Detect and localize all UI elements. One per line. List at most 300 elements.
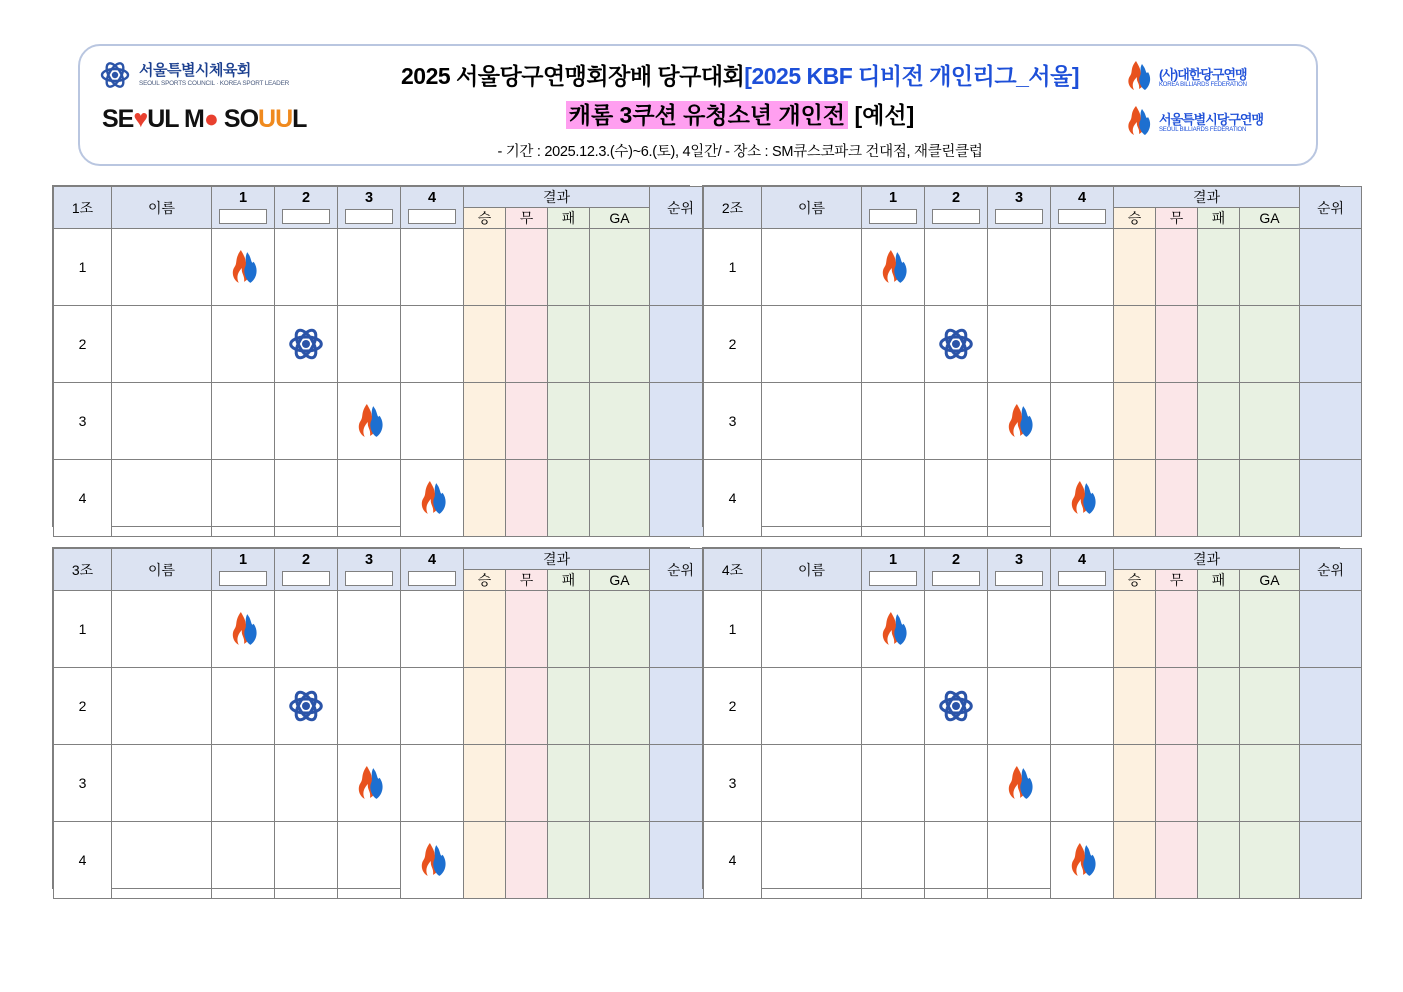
- player-seed-number: 3: [704, 745, 762, 822]
- score-blank-box[interactable]: [1058, 209, 1106, 224]
- column-header-name: 이름: [112, 187, 212, 229]
- win-cell[interactable]: [464, 668, 506, 745]
- match-score-cell[interactable]: [988, 591, 1051, 668]
- win-cell[interactable]: [1114, 822, 1156, 899]
- score-blank-box[interactable]: [408, 571, 456, 586]
- match-score-cell[interactable]: [275, 745, 338, 822]
- match-score-cell[interactable]: [988, 306, 1051, 383]
- lose-cell[interactable]: [548, 306, 590, 383]
- score-blank-box[interactable]: [345, 209, 393, 224]
- match-score-cell[interactable]: [925, 460, 988, 537]
- match-score-cell[interactable]: [925, 383, 988, 460]
- column-header-result: 결과: [1114, 187, 1300, 208]
- column-header-result: 결과: [464, 187, 650, 208]
- player-name-cell[interactable]: [762, 745, 862, 822]
- column-header-opponent-1: 1: [212, 187, 275, 229]
- table-row: [704, 745, 1362, 822]
- match-score-cell[interactable]: [401, 591, 464, 668]
- win-cell[interactable]: [1114, 591, 1156, 668]
- table-row: [54, 668, 712, 745]
- column-header-name: 이름: [762, 549, 862, 591]
- lose-cell[interactable]: [548, 460, 590, 537]
- draw-cell[interactable]: [1156, 460, 1198, 537]
- header-row-primary: [704, 187, 1362, 208]
- match-score-cell[interactable]: [862, 822, 925, 899]
- header-row-primary: [704, 549, 1362, 570]
- match-score-cell[interactable]: [1051, 745, 1114, 822]
- player-name-cell[interactable]: [112, 229, 212, 306]
- match-score-cell[interactable]: [988, 668, 1051, 745]
- win-cell[interactable]: [464, 745, 506, 822]
- match-score-cell[interactable]: [401, 229, 464, 306]
- column-header-ga: GA: [590, 208, 650, 229]
- ga-cell[interactable]: [590, 745, 650, 822]
- ga-cell[interactable]: [590, 668, 650, 745]
- score-blank-box[interactable]: [1058, 571, 1106, 586]
- win-cell[interactable]: [1114, 229, 1156, 306]
- group-label: 2조: [704, 187, 762, 229]
- column-header-opponent-3: 3: [988, 549, 1051, 591]
- score-blank-box[interactable]: [932, 571, 980, 586]
- match-score-cell[interactable]: [925, 229, 988, 306]
- event-category-highlight: 캐롬 3쿠션 유청소년 개인전: [566, 101, 848, 129]
- lose-cell[interactable]: [548, 229, 590, 306]
- lose-cell[interactable]: [1198, 668, 1240, 745]
- lose-cell[interactable]: [1198, 306, 1240, 383]
- flame-icon: [212, 229, 274, 305]
- diagonal-self-cell: [212, 229, 275, 306]
- player-name-cell[interactable]: [762, 383, 862, 460]
- ga-cell[interactable]: [1240, 745, 1300, 822]
- player-seed-number: 3: [54, 745, 112, 822]
- diagonal-self-cell: [401, 460, 464, 537]
- group-grid: [703, 548, 1362, 899]
- match-score-cell[interactable]: [275, 229, 338, 306]
- match-score-cell[interactable]: [925, 822, 988, 899]
- seoul-my-soul-logo: [102, 105, 328, 134]
- rank-cell[interactable]: [1300, 668, 1362, 745]
- rank-cell[interactable]: [1300, 383, 1362, 460]
- group-label: 4조: [704, 549, 762, 591]
- player-seed-number: 4: [54, 460, 112, 537]
- match-score-cell[interactable]: [862, 745, 925, 822]
- player-name-cell[interactable]: [762, 591, 862, 668]
- column-header-opponent-3: 3: [338, 187, 401, 229]
- match-score-cell[interactable]: [1051, 591, 1114, 668]
- match-score-cell[interactable]: [338, 229, 401, 306]
- flame-icon: [212, 591, 274, 667]
- atom-icon: [275, 668, 337, 744]
- rank-cell[interactable]: [1300, 822, 1362, 899]
- sports-council-name-en: SEOUL SPORTS COUNCIL · KOREA SPORT LEADER: [139, 80, 290, 88]
- player-seed-number: 3: [704, 383, 762, 460]
- column-header-opponent-4: 4: [1051, 187, 1114, 229]
- lose-cell[interactable]: [548, 668, 590, 745]
- column-header-opponent-4: 4: [401, 549, 464, 591]
- match-score-cell[interactable]: [275, 383, 338, 460]
- match-score-cell[interactable]: [862, 460, 925, 537]
- column-header-result: 결과: [1114, 549, 1300, 570]
- win-cell[interactable]: [464, 383, 506, 460]
- table-row: [54, 591, 712, 668]
- win-cell[interactable]: [1114, 306, 1156, 383]
- column-header-draw: 무: [506, 570, 548, 591]
- atom-icon: [275, 306, 337, 382]
- match-score-cell[interactable]: [275, 822, 338, 899]
- player-seed-number: 4: [704, 460, 762, 537]
- ga-cell[interactable]: [590, 822, 650, 899]
- table-row: [704, 591, 1362, 668]
- flame-icon: [338, 745, 400, 821]
- ga-cell[interactable]: [1240, 460, 1300, 537]
- column-header-opponent-2: 2: [275, 549, 338, 591]
- ga-cell[interactable]: [1240, 822, 1300, 899]
- player-seed-number: 2: [54, 668, 112, 745]
- match-score-cell[interactable]: [212, 306, 275, 383]
- sponsor-logos-left: [98, 58, 328, 158]
- match-score-cell[interactable]: [401, 745, 464, 822]
- match-score-cell[interactable]: [988, 822, 1051, 899]
- column-header-opponent-4: 4: [1051, 549, 1114, 591]
- diagonal-self-cell: [988, 745, 1051, 822]
- match-score-cell[interactable]: [338, 591, 401, 668]
- column-header-rank: 순위: [650, 549, 712, 591]
- lose-cell[interactable]: [1198, 591, 1240, 668]
- match-score-cell[interactable]: [1051, 229, 1114, 306]
- federation-seoul-name-kr: 서울특별시당구연맹: [1159, 111, 1264, 127]
- table-row: [704, 229, 1362, 306]
- federation-logo-korea: [1122, 60, 1302, 97]
- draw-cell[interactable]: [506, 306, 548, 383]
- table-row: [54, 229, 712, 306]
- federation-logos-right: [1122, 60, 1302, 150]
- lose-cell[interactable]: [1198, 229, 1240, 306]
- diagonal-self-cell: [1051, 822, 1114, 899]
- score-blank-box[interactable]: [869, 571, 917, 586]
- player-name-cell[interactable]: [112, 460, 212, 537]
- lose-cell[interactable]: [1198, 745, 1240, 822]
- match-score-cell[interactable]: [1051, 668, 1114, 745]
- table-row: [704, 306, 1362, 383]
- draw-cell[interactable]: [506, 745, 548, 822]
- column-header-rank: 순위: [650, 187, 712, 229]
- column-header-win: 승: [464, 570, 506, 591]
- column-header-name: 이름: [112, 549, 212, 591]
- player-name-cell[interactable]: [762, 460, 862, 537]
- player-seed-number: 2: [704, 306, 762, 383]
- draw-cell[interactable]: [506, 591, 548, 668]
- player-seed-number: 4: [54, 822, 112, 899]
- flame-icon: [1122, 60, 1152, 97]
- match-score-cell[interactable]: [401, 383, 464, 460]
- draw-cell[interactable]: [1156, 383, 1198, 460]
- lose-cell[interactable]: [1198, 460, 1240, 537]
- federation-seoul-name-en: SEOUL BILLIARDS FEDERATION: [1159, 127, 1247, 134]
- match-score-cell[interactable]: [212, 383, 275, 460]
- table-row: [54, 460, 712, 537]
- group-grid: [53, 186, 712, 537]
- ga-cell[interactable]: [590, 229, 650, 306]
- match-score-cell[interactable]: [988, 229, 1051, 306]
- player-name-cell[interactable]: [112, 383, 212, 460]
- flame-icon: [401, 460, 463, 536]
- event-title-division: [2025 KBF 디비전 개인리그_서울]: [744, 63, 1079, 89]
- ga-cell[interactable]: [1240, 668, 1300, 745]
- ga-cell[interactable]: [1240, 229, 1300, 306]
- draw-cell[interactable]: [1156, 668, 1198, 745]
- draw-cell[interactable]: [1156, 822, 1198, 899]
- match-score-cell[interactable]: [212, 668, 275, 745]
- match-score-cell[interactable]: [338, 306, 401, 383]
- score-blank-box[interactable]: [282, 209, 330, 224]
- match-score-cell[interactable]: [212, 460, 275, 537]
- table-row: [704, 383, 1362, 460]
- column-header-win: 승: [1114, 570, 1156, 591]
- diagonal-self-cell: [862, 591, 925, 668]
- flame-icon: [1051, 460, 1113, 536]
- draw-cell[interactable]: [1156, 745, 1198, 822]
- flame-icon: [988, 745, 1050, 821]
- player-name-cell[interactable]: [762, 229, 862, 306]
- match-score-cell[interactable]: [212, 822, 275, 899]
- draw-cell[interactable]: [1156, 229, 1198, 306]
- player-seed-number: 1: [54, 591, 112, 668]
- match-score-cell[interactable]: [401, 668, 464, 745]
- ga-cell[interactable]: [590, 460, 650, 537]
- column-header-name: 이름: [762, 187, 862, 229]
- draw-cell[interactable]: [506, 668, 548, 745]
- score-blank-box[interactable]: [995, 209, 1043, 224]
- column-header-win: 승: [464, 208, 506, 229]
- win-cell[interactable]: [464, 822, 506, 899]
- column-header-opponent-3: 3: [338, 549, 401, 591]
- lose-cell[interactable]: [548, 745, 590, 822]
- draw-cell[interactable]: [1156, 306, 1198, 383]
- federation-korea-name-kr: (사)대한당구연맹: [1159, 66, 1247, 82]
- table-row: [54, 745, 712, 822]
- table-row: [54, 383, 712, 460]
- atom-flower-icon: [98, 58, 132, 92]
- column-header-ga: GA: [1240, 208, 1300, 229]
- player-name-cell[interactable]: [762, 306, 862, 383]
- header-row-primary: [54, 187, 712, 208]
- player-seed-number: 1: [704, 229, 762, 306]
- event-title-block: [320, 58, 1160, 161]
- match-score-cell[interactable]: [862, 383, 925, 460]
- match-score-cell[interactable]: [925, 591, 988, 668]
- score-blank-box[interactable]: [219, 571, 267, 586]
- ga-cell[interactable]: [1240, 306, 1300, 383]
- group-label: 1조: [54, 187, 112, 229]
- table-row: [54, 822, 712, 899]
- heart-icon: ♥: [133, 105, 148, 133]
- match-score-cell[interactable]: [1051, 383, 1114, 460]
- win-cell[interactable]: [1114, 668, 1156, 745]
- player-name-cell[interactable]: [112, 591, 212, 668]
- score-blank-box[interactable]: [219, 209, 267, 224]
- match-score-cell[interactable]: [275, 460, 338, 537]
- match-score-cell[interactable]: [988, 460, 1051, 537]
- header-row-primary: [54, 549, 712, 570]
- group-table-4: [702, 547, 1345, 889]
- flame-icon: [862, 229, 924, 305]
- rank-cell[interactable]: [1300, 591, 1362, 668]
- match-score-cell[interactable]: [275, 591, 338, 668]
- table-row: [704, 822, 1362, 899]
- column-header-ga: GA: [1240, 570, 1300, 591]
- group-grid: [703, 186, 1362, 537]
- column-header-opponent-2: 2: [925, 187, 988, 229]
- ga-cell[interactable]: [1240, 591, 1300, 668]
- flame-icon: [1051, 822, 1113, 898]
- column-header-rank: 순위: [1300, 549, 1362, 591]
- win-cell[interactable]: [1114, 745, 1156, 822]
- player-seed-number: 3: [54, 383, 112, 460]
- column-header-opponent-1: 1: [862, 187, 925, 229]
- atom-icon: [925, 668, 987, 744]
- match-score-cell[interactable]: [401, 306, 464, 383]
- seoul-brand-part3: SO: [217, 105, 259, 133]
- score-blank-box[interactable]: [408, 209, 456, 224]
- column-header-opponent-2: 2: [925, 549, 988, 591]
- win-cell[interactable]: [464, 591, 506, 668]
- player-seed-number: 2: [54, 306, 112, 383]
- player-seed-number: 1: [704, 591, 762, 668]
- player-seed-number: 4: [704, 822, 762, 899]
- match-score-cell[interactable]: [338, 460, 401, 537]
- lose-cell[interactable]: [548, 591, 590, 668]
- column-header-rank: 순위: [1300, 187, 1362, 229]
- player-seed-number: 1: [54, 229, 112, 306]
- lose-cell[interactable]: [548, 822, 590, 899]
- atom-icon: [925, 306, 987, 382]
- match-score-cell[interactable]: [925, 745, 988, 822]
- ga-cell[interactable]: [590, 591, 650, 668]
- seoul-brand-uu: UU: [258, 105, 293, 133]
- diagonal-self-cell: [988, 383, 1051, 460]
- column-header-lose: 패: [1198, 570, 1240, 591]
- diagonal-self-cell: [862, 229, 925, 306]
- draw-cell[interactable]: [1156, 591, 1198, 668]
- diagonal-self-cell: [338, 383, 401, 460]
- event-stage: [예선]: [854, 102, 915, 128]
- lose-cell[interactable]: [1198, 822, 1240, 899]
- seoul-brand-part1: SE: [102, 105, 134, 133]
- score-blank-box[interactable]: [995, 571, 1043, 586]
- diagonal-self-cell: [1051, 460, 1114, 537]
- player-name-cell[interactable]: [112, 745, 212, 822]
- column-header-draw: 무: [506, 208, 548, 229]
- draw-cell[interactable]: [506, 822, 548, 899]
- rank-cell[interactable]: [1300, 745, 1362, 822]
- column-header-opponent-2: 2: [275, 187, 338, 229]
- column-header-opponent-1: 1: [862, 549, 925, 591]
- column-header-ga: GA: [590, 570, 650, 591]
- player-name-cell[interactable]: [762, 822, 862, 899]
- score-blank-box[interactable]: [345, 571, 393, 586]
- diagonal-self-cell: [925, 306, 988, 383]
- table-row: [704, 460, 1362, 537]
- group-grid: [53, 548, 712, 899]
- group-table-1: [52, 185, 695, 527]
- table-row: [704, 668, 1362, 745]
- seoul-sports-council-logo: [98, 58, 328, 92]
- column-header-result: 결과: [464, 549, 650, 570]
- draw-cell[interactable]: [506, 460, 548, 537]
- column-header-lose: 패: [1198, 208, 1240, 229]
- player-name-cell[interactable]: [762, 668, 862, 745]
- federation-korea-name-en: KOREA BILLIARDS FEDERATION: [1159, 82, 1247, 89]
- match-score-cell[interactable]: [1051, 306, 1114, 383]
- player-name-cell[interactable]: [112, 306, 212, 383]
- player-name-cell[interactable]: [112, 822, 212, 899]
- rank-cell[interactable]: [1300, 460, 1362, 537]
- match-score-cell[interactable]: [862, 306, 925, 383]
- column-header-opponent-1: 1: [212, 549, 275, 591]
- column-header-opponent-3: 3: [988, 187, 1051, 229]
- diagonal-self-cell: [925, 668, 988, 745]
- win-cell[interactable]: [1114, 383, 1156, 460]
- diagonal-self-cell: [275, 306, 338, 383]
- title-banner: [78, 44, 1318, 166]
- ga-cell[interactable]: [1240, 383, 1300, 460]
- flame-icon: [862, 591, 924, 667]
- player-name-cell[interactable]: [112, 668, 212, 745]
- event-title-line2: [320, 97, 1160, 130]
- rank-cell[interactable]: [1300, 229, 1362, 306]
- seoul-brand-part2: UL M: [147, 105, 204, 133]
- match-score-cell[interactable]: [862, 668, 925, 745]
- lose-cell[interactable]: [548, 383, 590, 460]
- column-header-opponent-4: 4: [401, 187, 464, 229]
- win-cell[interactable]: [464, 229, 506, 306]
- column-header-draw: 무: [1156, 208, 1198, 229]
- match-score-cell[interactable]: [338, 822, 401, 899]
- table-row: [54, 306, 712, 383]
- event-title-line1: [320, 58, 1160, 91]
- flame-icon: [988, 383, 1050, 459]
- win-cell[interactable]: [1114, 460, 1156, 537]
- event-title-main: 2025 서울당구연맹회장배 당구대회: [401, 63, 745, 89]
- dot-icon: ●: [203, 105, 218, 133]
- score-blank-box[interactable]: [869, 209, 917, 224]
- win-cell[interactable]: [464, 306, 506, 383]
- draw-cell[interactable]: [506, 383, 548, 460]
- diagonal-self-cell: [401, 822, 464, 899]
- diagonal-self-cell: [275, 668, 338, 745]
- win-cell[interactable]: [464, 460, 506, 537]
- score-blank-box[interactable]: [932, 209, 980, 224]
- match-score-cell[interactable]: [338, 668, 401, 745]
- player-seed-number: 2: [704, 668, 762, 745]
- column-header-draw: 무: [1156, 570, 1198, 591]
- group-table-3: [52, 547, 695, 889]
- ga-cell[interactable]: [590, 383, 650, 460]
- seoul-brand-part4: L: [292, 105, 307, 133]
- ga-cell[interactable]: [590, 306, 650, 383]
- federation-logo-seoul: [1122, 105, 1302, 142]
- score-blank-box[interactable]: [282, 571, 330, 586]
- draw-cell[interactable]: [506, 229, 548, 306]
- lose-cell[interactable]: [1198, 383, 1240, 460]
- event-schedule-venue: - 기간 : 2025.12.3.(수)~6.(토), 4일간/ - 장소 : SM큐스코파크 건대점, 재클린클럽: [497, 144, 983, 160]
- sports-council-name-kr: 서울특별시체육회: [139, 62, 251, 80]
- match-score-cell[interactable]: [212, 745, 275, 822]
- rank-cell[interactable]: [1300, 306, 1362, 383]
- group-table-2: [702, 185, 1345, 527]
- column-header-win: 승: [1114, 208, 1156, 229]
- diagonal-self-cell: [212, 591, 275, 668]
